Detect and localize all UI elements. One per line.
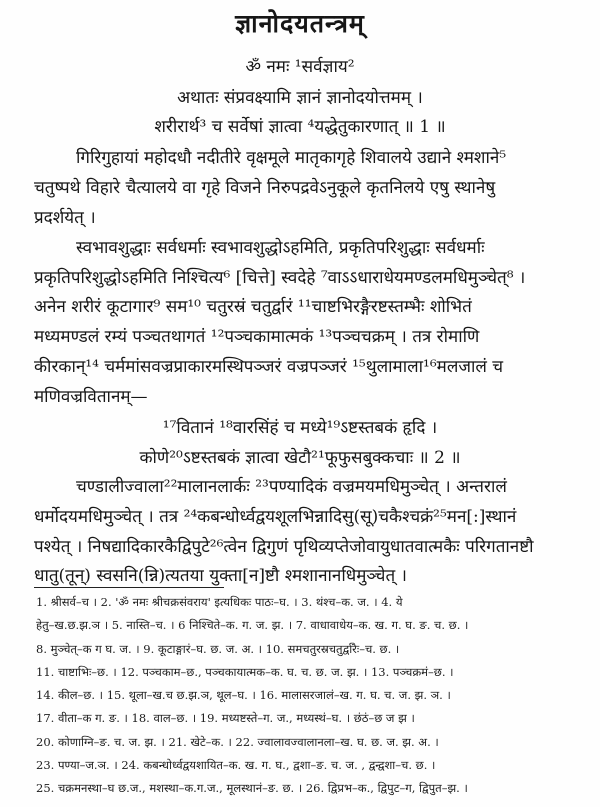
footnote-line: 8. मुञ्चेत्–क ग घ. ज. । 9. कूटाङ्गारं–घ. छ. ज. अ. । 10. समचतुरस्रचतुर्द्वारैः–च. छ. । <box>36 642 400 656</box>
footnote-line: 11. चाष्टाभिः–छ. । 12. पञ्चकाम–छ., पञ्चकायात्मक–क. घ. च. छ. ज. झ. । 13. पञ्चक्रमं–छ. । <box>36 665 454 679</box>
footnote-line: 17. वीता–क ग. ङ. । 18. वाल–छ. । 19. मध्यष्टस्ते–ग. ज., मध्यस्थं–घ. । छंठं–छ ज झ । <box>36 711 415 725</box>
footnote-line: हेतु–ख.छ.झ.ञ । 5. नास्ति–च. । 6 निश्चिते–क. ग. ज. झ. । 7. वाधावाधेय–क. ख. ग. घ. ङ. च. छ. । <box>36 618 469 632</box>
text-line: मध्यमण्डलं रम्यं पञ्चतथागतं ¹²पञ्चकामात्मकं ¹³पञ्चचक्रम् । तत्र रोमाणि <box>34 327 480 347</box>
document-title: ज्ञानोदयतन्त्रम् <box>235 9 365 38</box>
text-line: प्रदर्शयेत् । <box>34 208 96 228</box>
text-line: अनेन शरीरं कूटागार⁹ सम¹⁰ चतुरस्रं चतुर्द्वारं ¹¹चाष्टभिरङ्गैरष्टस्तम्भैः शोभितं <box>34 297 472 317</box>
footnote-line: 23. पण्या–ज.ञ. । 24. कबन्धोर्ध्वद्वयशायित–क. ख. ग. घ., द्वशा–ङ. च. ज. , द्वन्द्वशा–च. छ. । <box>36 758 436 772</box>
text-line: धर्मोदयमधिमुञ्चेत् । तत्र ²⁴कबन्धोर्ध्वद्वयशूलभिन्नादिसु(सू)चकैश्चक्रं²⁵मन[:]स्थानं <box>34 507 517 527</box>
text-line: चतुष्पथे विहारे चैत्यालये वा गृहे विजने निरुपद्रवेऽनुकूले कृतनिलये एषु स्थानेषु <box>34 178 496 198</box>
text-line: कोणे²⁰ऽष्टस्तबकं ज्ञात्वा खेटौ²¹फूफुसबुक्कचाः ॥ 2 ॥ <box>139 448 461 468</box>
text-line: अथातः संप्रवक्ष्यामि ज्ञानं ज्ञानोदयोत्तमम् । <box>177 88 423 108</box>
text-line: धातु(तून्) स्वसनि(न्नि)त्यतया युक्ता[न]ष्टौ श्मशानानधिमुञ्चेत् । <box>34 566 408 586</box>
text-line: प्रकृतिपरिशुद्धोऽहमिति निश्चित्य⁶ [चित्ते] स्वदेहे ⁷वाऽऽधाराधेयमण्डलमधिमुञ्चेत्⁸ । <box>34 268 526 288</box>
text-line: चण्डालीज्वाला²²मालानलार्कः ²³पण्यादिकं वज्रमयमधिमुञ्चेत् । अन्तरालं <box>76 477 507 497</box>
text-line: ¹⁷वितानं ¹⁸वारसिंहं च मध्ये¹⁹ऽष्टस्तबकं हृदि । <box>162 418 438 438</box>
text-line: पश्येत् । निषद्यादिकारकैद्विपुटे²⁶त्वेन द्विगुणं पृथिव्यप्तेजोवायुधातवात्मकैः परिगतानष्टौ <box>34 537 534 557</box>
footnote-divider <box>34 587 224 588</box>
footnote-line: 14. कील–छ. । 15. थूला–ख.च छ.झ.ञ, थूल–घ. । 16. मालासरजालं–ख. ग. घ. च. ज. झ. ञ. । <box>36 688 451 702</box>
text-line: शरीरार्थ³ च सर्वेषां ज्ञात्वा ⁴यद्धेतुकारणात् ॥ 1 ॥ <box>154 117 446 137</box>
text-line: कीरकान्¹⁴ चर्ममांसवज्रप्राकारमस्थिपञ्जरं वज्रपञ्जरं ¹⁵थुलामाला¹⁶मलजालं च <box>34 357 504 377</box>
footnote-line: 1. श्रीसर्व–च । 2. 'ॐ नमः श्रीचक्रसंवराय' इत्यधिकः पाठः–घ. । 3. थंश्च–क. ज. । 4. ये <box>36 595 403 609</box>
footnote-line: 20. कोणाग्नि–ङ. च. ज. झ. । 21. खेटे–क. । 22. ज्वालावज्वालानला–ख. घ. छ. ज. झ. अ. । <box>36 735 439 749</box>
footnote-line: 25. चक्रमनस्था–घ छ.ज., मशस्था–क.ग.ज., मूलस्थानं–ङ. छ. । 26. द्विप्रभ–क., द्विपुट–ग, द्विपुत–झ. । <box>36 781 468 795</box>
text-line: मणिवज्रवितानम्— <box>34 387 148 407</box>
text-line: गिरिगुहायां महोदधौ नदीतीरे वृक्षमूले मातृकागृहे शिवालये उद्याने श्मशाने⁵ <box>76 148 507 168</box>
text-line: स्वभावशुद्धाः सर्वधर्माः स्वभावशुद्धोऽहमिति, प्रकृतिपरिशुद्धाः सर्वधर्माः <box>76 238 485 258</box>
text-line: ॐ नमः ¹सर्वज्ञाय² <box>245 57 355 77</box>
